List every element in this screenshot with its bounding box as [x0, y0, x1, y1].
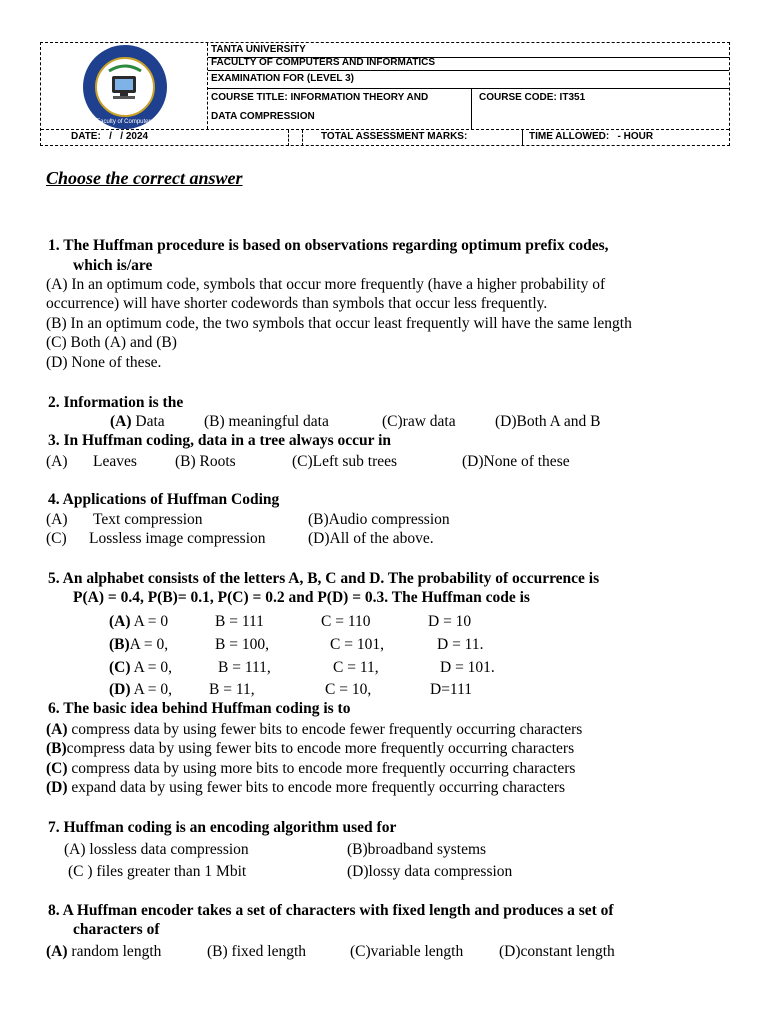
q5-option-a: (A) A = 0	[109, 613, 169, 630]
faculty-name: FACULTY OF COMPUTERS AND INFORMATICS	[211, 57, 436, 68]
q7-option-c: (C ) files greater than 1 Mbit	[68, 863, 247, 880]
course-title-cell	[208, 89, 472, 129]
faculty-row	[208, 54, 729, 71]
q5-option-c-c: C = 11,	[333, 659, 379, 676]
q8-option-d: (D)constant length	[499, 943, 615, 960]
q5-option-a-b: B = 111	[215, 613, 264, 630]
q5-option-b: (B)A = 0,	[109, 636, 169, 653]
q6-option-c: (C) compress data by using more bits to encode more frequently occurring characters	[46, 760, 576, 777]
q5-option-a-c: C = 110	[321, 613, 371, 630]
q4-option-c-label: (C)	[46, 530, 67, 547]
q8-option-b: (B) fixed length	[207, 943, 307, 960]
section-title: Choose the correct answer	[46, 168, 243, 188]
svg-text:Faculty of Computers: Faculty of Computers	[96, 119, 154, 125]
q2-option-b: (B) meaningful data	[204, 413, 329, 430]
q3-option-b: (B) Roots	[175, 453, 236, 470]
q7-option-b: (B)broadband systems	[347, 841, 487, 858]
q6-option-d: (D) expand data by using fewer bits to encode more frequently occurring characters	[46, 779, 566, 796]
university-name: TANTA UNIVERSITY	[211, 44, 306, 55]
q2-option-d: (D)Both A and B	[495, 413, 601, 430]
time-allowed: TIME ALLOWED: - HOUR	[529, 131, 654, 142]
q5-option-d: (D) A = 0,	[109, 681, 173, 698]
q1-option-c: (C) Both (A) and (B)	[46, 334, 177, 351]
q3-option-a-label: (A)	[46, 453, 68, 470]
q4-question: 4. Applications of Huffman Coding	[48, 491, 280, 508]
q5-option-c: (C) A = 0,	[109, 659, 173, 676]
q7-option-a: (A) lossless data compression	[64, 841, 249, 858]
q5-option-c-b: B = 111,	[218, 659, 271, 676]
q6-option-a: (A) compress data by using fewer bits to encode fewer frequently occurring characters	[46, 721, 583, 738]
faculty-seal-icon	[79, 43, 171, 131]
q1-option-a: (A) In an optimum code, symbols that occur more frequently (have a higher probability of	[46, 276, 606, 293]
q1-question: 1. The Huffman procedure is based on observations regarding optimum prefix codes,	[48, 237, 609, 254]
logo-cell	[41, 43, 208, 129]
q2-option-a: (A) Data	[110, 413, 165, 430]
exam-row	[208, 71, 729, 89]
q1-option-a-cont: occurrence) will have shorter codewords than symbols that occur less frequently.	[46, 295, 548, 312]
q8-option-a: (A) random length	[46, 943, 162, 960]
q5-option-c-d: D = 101.	[440, 659, 495, 676]
exam-header	[40, 42, 730, 146]
q4-option-d: (D)All of the above.	[308, 530, 434, 547]
q7-question: 7. Huffman coding is an encoding algorithm used for	[48, 819, 397, 836]
q5-option-b-b: B = 100,	[215, 636, 269, 653]
q1-option-d: (D) None of these.	[46, 354, 162, 371]
q5-option-b-c: C = 101,	[330, 636, 384, 653]
q4-option-c: Lossless image compression	[89, 530, 266, 547]
total-marks: TOTAL ASSESSMENT MARKS:	[321, 131, 468, 142]
course-code-cell	[472, 89, 729, 129]
q5-question: 5. An alphabet consists of the letters A, B, C and D. The probability of occurrence is	[48, 570, 600, 587]
q3-question: 3. In Huffman coding, data in a tree always occur in	[48, 432, 392, 449]
q4-option-a-label: (A)	[46, 511, 68, 528]
q8-question: 8. A Huffman encoder takes a set of characters with fixed length and produces a set of	[48, 902, 614, 919]
q2-question: 2. Information is the	[48, 394, 184, 411]
q4-option-a: Text compression	[93, 511, 203, 528]
q1-option-b: (B) In an optimum code, the two symbols that occur least frequently will have the same length	[46, 315, 632, 332]
q2-option-c: (C)raw data	[382, 413, 456, 430]
q6-option-b: (B)compress data by using fewer bits to encode more frequently occurring characters	[46, 740, 575, 757]
q3-option-d: (D)None of these	[462, 453, 570, 470]
q3-option-a: Leaves	[93, 453, 137, 470]
q3-option-c: (C)Left sub trees	[292, 453, 398, 470]
course-title-line-2: DATA COMPRESSION	[211, 111, 315, 122]
q6-question: 6. The basic idea behind Huffman coding is to	[48, 700, 351, 717]
course-title-line-1: COURSE TITLE: INFORMATION THEORY AND	[211, 92, 429, 103]
q5-option-b-d: D = 11.	[437, 636, 484, 653]
exam-level: EXAMINATION FOR (LEVEL 3)	[211, 73, 354, 84]
exam-date: DATE: / / 2024	[71, 131, 149, 142]
q5-option-d-d: D=111	[430, 681, 473, 698]
q5-option-d-b: B = 11,	[209, 681, 255, 698]
q7-option-d: (D)lossy data compression	[347, 863, 513, 880]
info-row	[41, 129, 729, 145]
course-code: COURSE CODE: IT351	[479, 92, 586, 103]
q5-option-d-c: C = 10,	[325, 681, 372, 698]
q4-option-b: (B)Audio compression	[308, 511, 450, 528]
q1-question-cont: which is/are	[73, 257, 153, 274]
q8-option-c: (C)variable length	[350, 943, 464, 960]
q5-question-cont: P(A) = 0.4, P(B)= 0.1, P(C) = 0.2 and P(D) = 0.3. The Huffman code is	[73, 589, 530, 606]
q5-option-a-d: D = 10	[428, 613, 472, 630]
q8-question-cont: characters of	[73, 921, 160, 938]
